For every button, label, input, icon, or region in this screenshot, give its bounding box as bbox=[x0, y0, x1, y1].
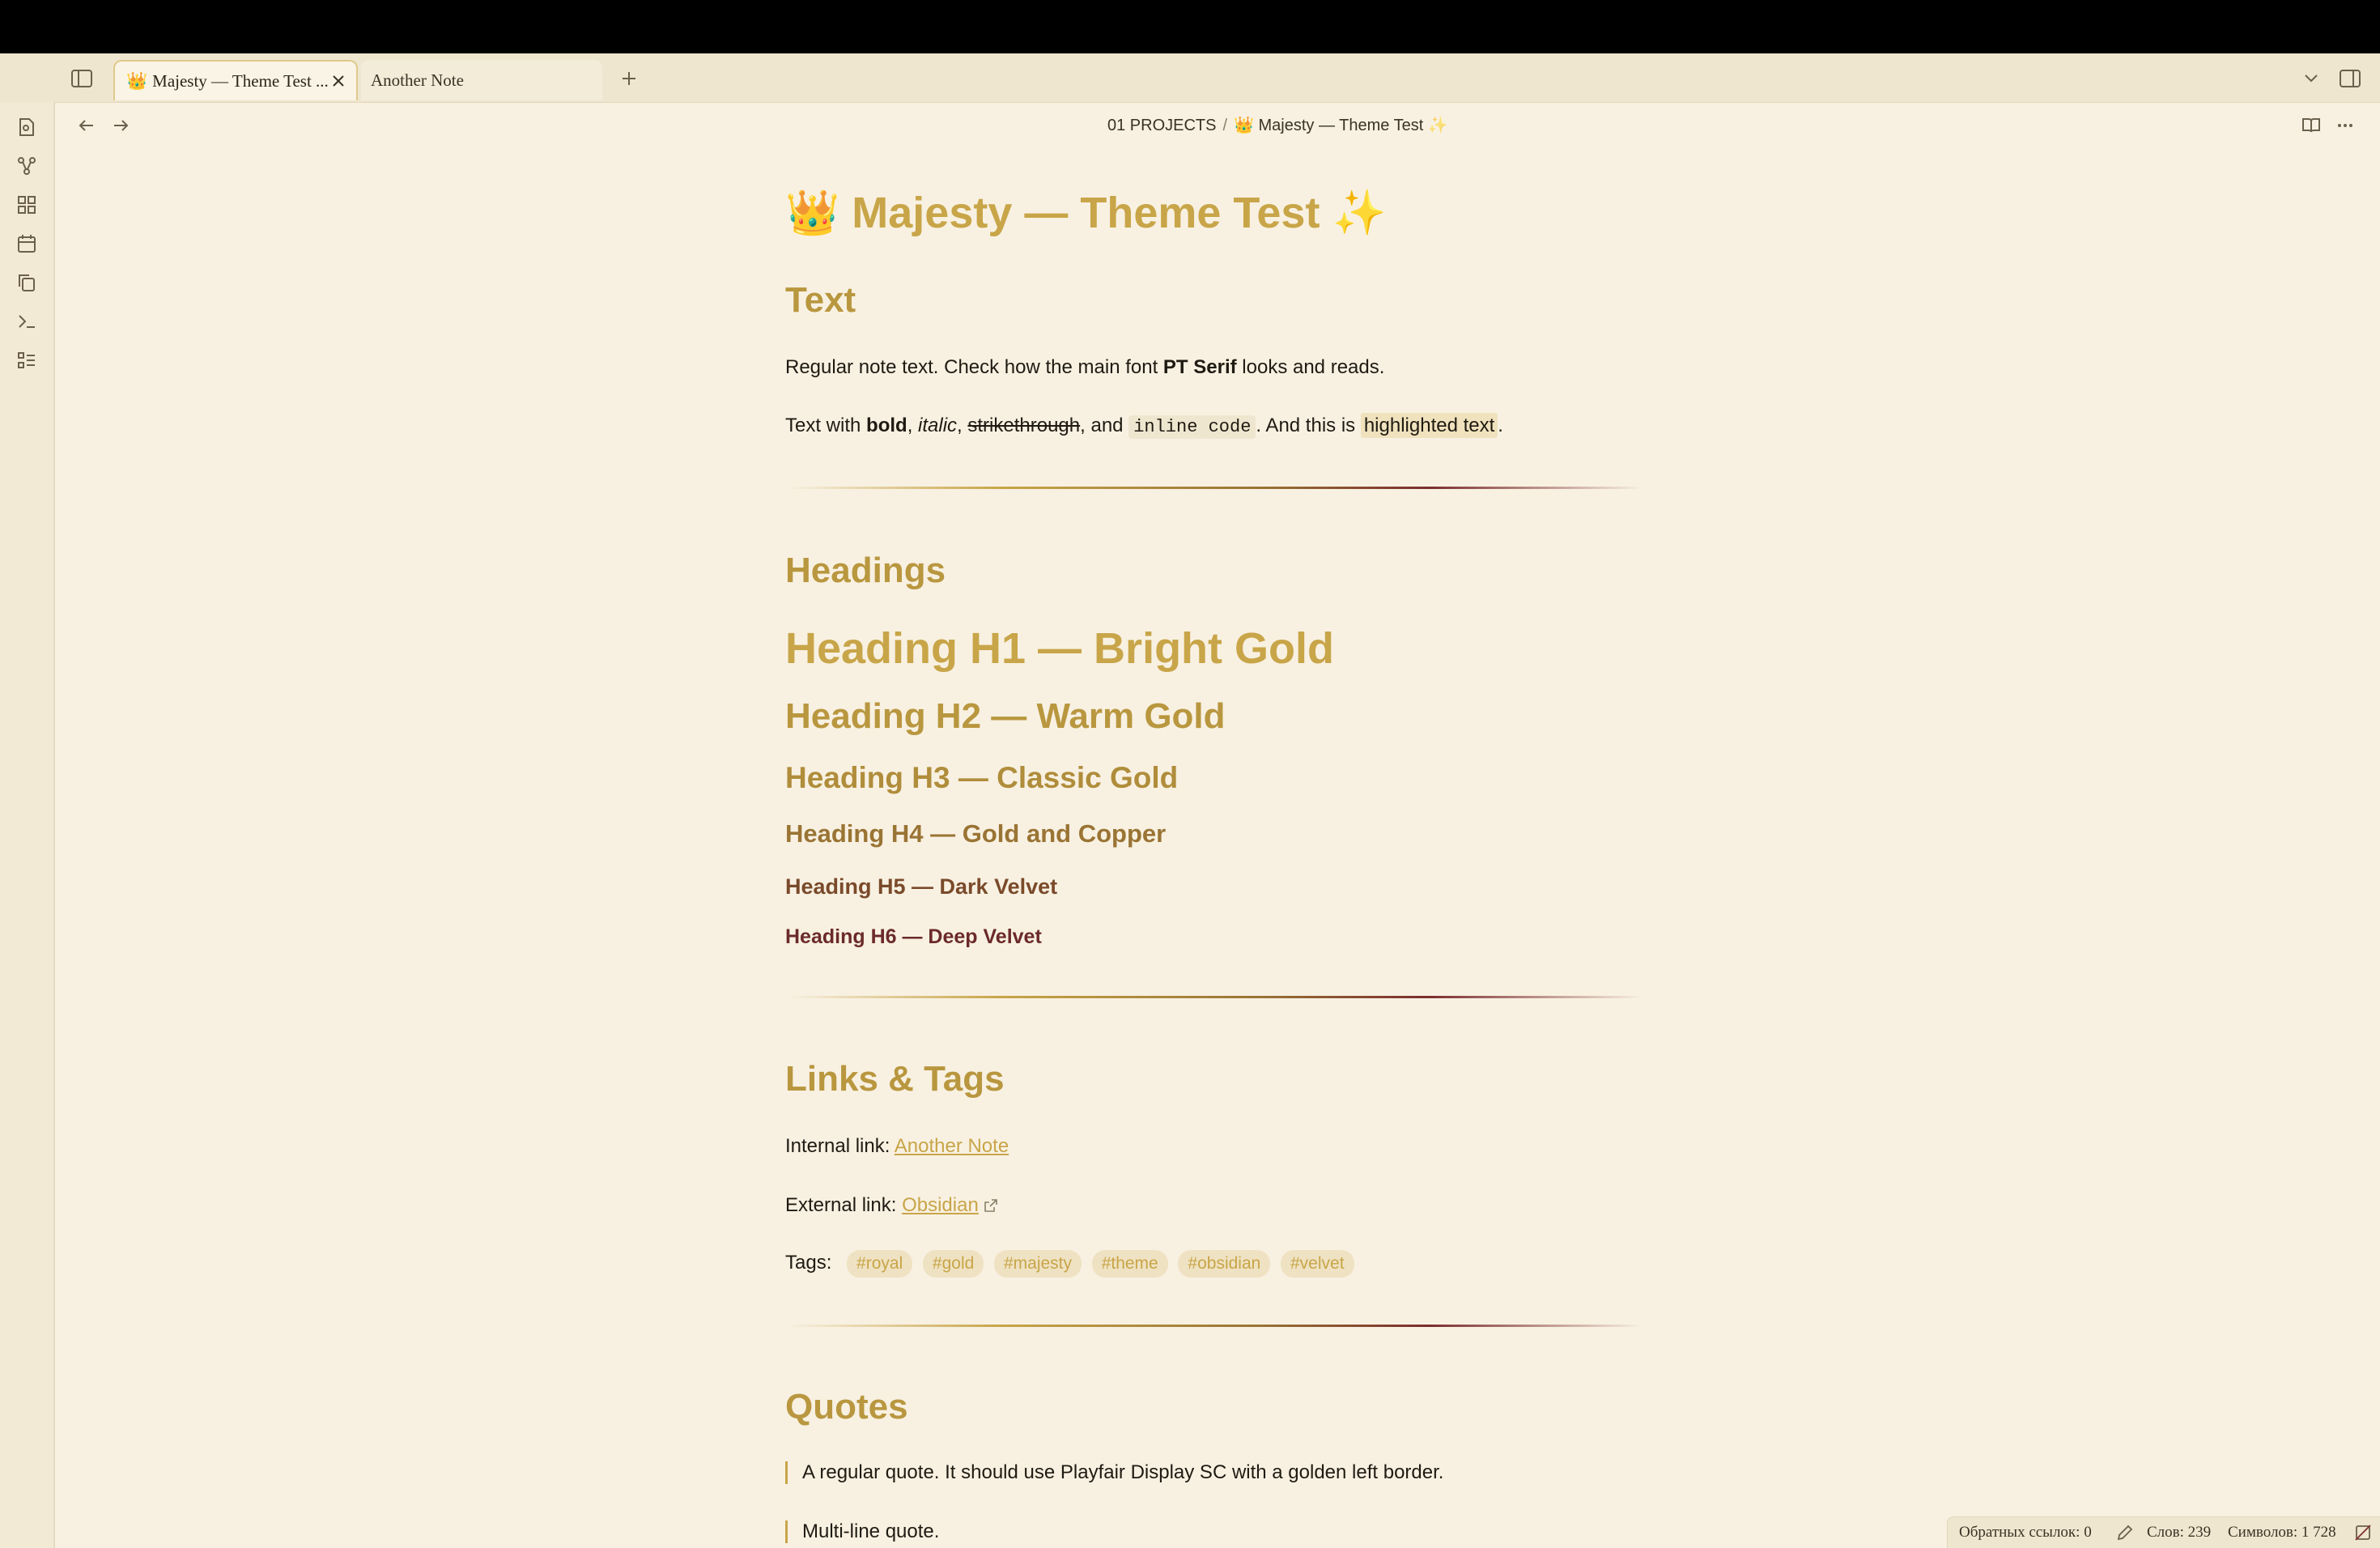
reading-view-button[interactable] bbox=[2299, 113, 2323, 138]
sidebar-left-icon bbox=[71, 70, 92, 87]
backlinks-count[interactable]: Обратных ссылок: 0 bbox=[1959, 1524, 2092, 1541]
more-options-button[interactable] bbox=[2333, 113, 2357, 138]
breadcrumb-sparkle: ✨ bbox=[1427, 117, 1448, 134]
external-link-line bbox=[785, 1194, 998, 1217]
plus-icon bbox=[621, 70, 637, 87]
breadcrumb-folder[interactable]: 01 PROJECTS bbox=[1107, 117, 1217, 134]
tab-majesty[interactable] bbox=[113, 60, 358, 100]
heading-h1: Heading H1 — Bright Gold bbox=[785, 624, 1335, 673]
bold-text: PT Serif bbox=[1162, 356, 1237, 378]
section-heading-text: Text bbox=[785, 280, 856, 320]
text-run: . And this is bbox=[1256, 415, 1361, 436]
calendar-icon bbox=[17, 234, 36, 253]
italic-text: italic bbox=[918, 415, 958, 436]
text-run: , and bbox=[1080, 415, 1129, 436]
ribbon-open-command-palette[interactable] bbox=[15, 309, 39, 334]
bold-text: bold bbox=[866, 415, 907, 436]
heading-h2: Heading H2 — Warm Gold bbox=[785, 696, 1226, 736]
text-run: . bbox=[1498, 415, 1503, 436]
graph-icon bbox=[17, 156, 36, 176]
heading-h3: Heading H3 — Classic Gold bbox=[785, 761, 1179, 794]
heading-h5: Heading H5 — Dark Velvet bbox=[785, 874, 1058, 899]
tag-majesty[interactable]: #majesty bbox=[994, 1250, 1082, 1278]
text-run: External link: bbox=[785, 1194, 903, 1216]
view-header bbox=[55, 105, 2380, 146]
arrow-left-icon bbox=[79, 119, 95, 132]
breadcrumb-note[interactable]: Majesty — Theme Test bbox=[1258, 117, 1424, 134]
tags-line bbox=[785, 1250, 1359, 1278]
blockquote: Multi-line quote. bbox=[785, 1520, 939, 1543]
highlighted-text: highlighted text bbox=[1361, 413, 1498, 438]
text-run: looks and reads. bbox=[1236, 356, 1385, 378]
heading-h4: Heading H4 — Gold and Copper bbox=[785, 819, 1167, 848]
breadcrumb-note-emoji: 👑 bbox=[1234, 117, 1254, 134]
horizontal-rule bbox=[785, 487, 1643, 489]
tag-velvet[interactable]: #velvet bbox=[1281, 1250, 1354, 1278]
tag-gold[interactable]: #gold bbox=[923, 1250, 984, 1278]
tab-another-note[interactable] bbox=[361, 60, 602, 100]
list-checks-icon bbox=[17, 351, 36, 370]
tag-obsidian[interactable]: #obsidian bbox=[1178, 1250, 1270, 1278]
tab-bar bbox=[0, 53, 2380, 103]
copy-icon bbox=[17, 273, 36, 292]
ribbon-open-daily-note[interactable] bbox=[15, 232, 39, 256]
strikethrough-text: strikethrough bbox=[967, 415, 1081, 436]
text-run: Internal link: bbox=[785, 1135, 895, 1157]
tab-list-dropdown-button[interactable] bbox=[2299, 66, 2323, 91]
paragraph-regular-text bbox=[785, 356, 1384, 379]
ribbon-insert-template[interactable] bbox=[15, 270, 39, 295]
close-tab-button[interactable] bbox=[329, 71, 348, 91]
sidebar-right-icon bbox=[2340, 70, 2361, 87]
window-titlebar bbox=[0, 0, 2380, 53]
toggle-left-sidebar-button[interactable] bbox=[70, 66, 94, 91]
inline-code: inline code bbox=[1128, 415, 1256, 439]
text-run: Regular note text. Check how the main font bbox=[785, 356, 1163, 378]
tag-theme[interactable]: #theme bbox=[1092, 1250, 1168, 1278]
ribbon-open-canvas[interactable] bbox=[15, 193, 39, 217]
chevron-down-icon bbox=[2304, 74, 2318, 83]
new-tab-button[interactable] bbox=[617, 66, 641, 91]
text-run: , bbox=[957, 415, 968, 436]
tab-title: Another Note bbox=[371, 70, 464, 90]
ribbon-open-quick-switcher[interactable] bbox=[15, 115, 39, 139]
external-link-icon bbox=[984, 1198, 998, 1213]
text-run: , bbox=[907, 415, 919, 436]
pencil-icon bbox=[2116, 1524, 2134, 1542]
word-count: Слов: 239 bbox=[2147, 1524, 2212, 1541]
blockquote: A regular quote. It should use Playfair Display SC with a golden left border. bbox=[785, 1461, 1443, 1484]
section-heading-links-tags: Links & Tags bbox=[785, 1059, 1005, 1099]
horizontal-rule bbox=[785, 1325, 1643, 1327]
internal-link[interactable]: Another Note bbox=[894, 1135, 1009, 1157]
sync-status-button[interactable] bbox=[2352, 1522, 2374, 1543]
layout-grid-icon bbox=[17, 195, 36, 215]
character-count: Символов: 1 728 bbox=[2228, 1524, 2336, 1541]
horizontal-rule bbox=[785, 996, 1643, 998]
heading-h6: Heading H6 — Deep Velvet bbox=[785, 925, 1042, 948]
book-open-icon bbox=[2301, 117, 2321, 134]
more-horizontal-icon bbox=[2337, 123, 2353, 128]
title-emoji: 👑 bbox=[785, 189, 840, 237]
tab-emoji: 👑 bbox=[126, 70, 148, 91]
section-heading-quotes: Quotes bbox=[785, 1387, 908, 1427]
toggle-right-sidebar-button[interactable] bbox=[2338, 66, 2362, 91]
ribbon-open-graph-view[interactable] bbox=[15, 154, 39, 178]
tags-label: Tags: bbox=[785, 1252, 832, 1274]
status-bar bbox=[1947, 1516, 2380, 1548]
left-ribbon bbox=[0, 102, 55, 1548]
terminal-icon bbox=[17, 312, 36, 331]
section-heading-headings: Headings bbox=[785, 551, 946, 590]
tab-title: Majesty — Theme Test ... bbox=[152, 70, 329, 91]
breadcrumb bbox=[1107, 115, 1448, 135]
file-search-icon bbox=[18, 117, 36, 137]
tag-royal[interactable]: #royal bbox=[847, 1250, 912, 1278]
editing-mode-button[interactable] bbox=[2114, 1522, 2136, 1543]
note-title bbox=[785, 188, 1387, 239]
navigate-back-button[interactable] bbox=[74, 113, 99, 138]
ribbon-open-bases[interactable] bbox=[15, 348, 39, 372]
title-sparkle: ✨ bbox=[1332, 189, 1387, 237]
navigate-forward-button[interactable] bbox=[108, 113, 133, 138]
external-link[interactable]: Obsidian bbox=[902, 1194, 979, 1216]
internal-link-line bbox=[785, 1135, 1009, 1158]
breadcrumb-separator: / bbox=[1222, 117, 1228, 134]
arrow-right-icon bbox=[113, 119, 129, 132]
title-text: Majesty — Theme Test bbox=[852, 189, 1320, 237]
paragraph-formatting bbox=[785, 415, 1503, 437]
close-icon bbox=[332, 74, 345, 87]
text-run: Text with bbox=[785, 415, 867, 436]
sync-off-icon bbox=[2354, 1524, 2372, 1542]
